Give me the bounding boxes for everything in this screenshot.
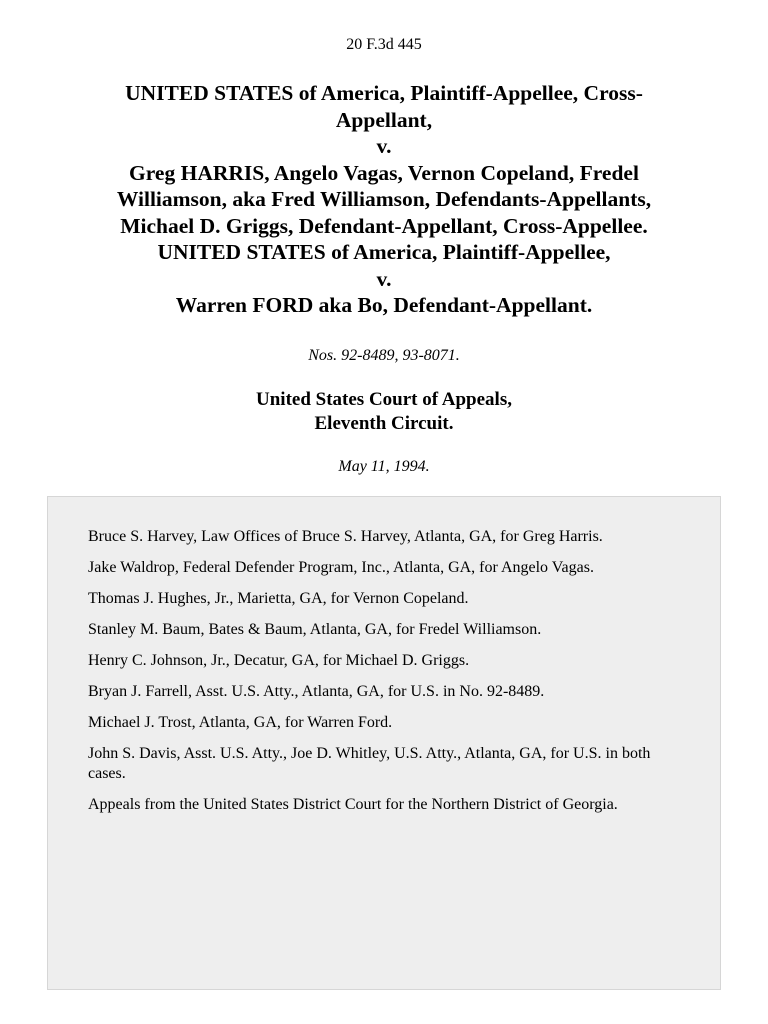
- counsel-entry: Henry C. Johnson, Jr., Decatur, GA, for Michael D. Griggs.: [88, 652, 470, 669]
- caption-line: v.: [376, 266, 392, 291]
- counsel-entry: Appeals from the United States District Court for the Northern District of Georgia.: [88, 796, 618, 813]
- caption-line: Appellant,: [335, 107, 433, 132]
- caption-line: v.: [376, 134, 392, 158]
- counsel-entry: Michael J. Trost, Atlanta, GA, for Warren Ford.: [88, 714, 393, 731]
- caption-line: UNITED STATES of America, Plaintiff-Appellee,: [157, 240, 611, 264]
- case-caption: [60, 80, 708, 319]
- caption-line: Greg HARRIS, Angelo Vagas, Vernon Copeland, Fredel: [129, 160, 639, 185]
- court-line: Eleventh Circuit.: [314, 413, 454, 434]
- court-name: [0, 388, 768, 436]
- caption-line: Williamson, aka Fred Williamson, Defendants-Appellants,: [116, 187, 652, 211]
- counsel-entry: Bruce S. Harvey, Law Offices of Bruce S. Harvey, Atlanta, GA, for Greg Harris.: [88, 528, 603, 545]
- counsel-entry: Jake Waldrop, Federal Defender Program, Inc., Atlanta, GA, for Angelo Vagas.: [88, 559, 594, 576]
- counsel-entry: John S. Davis, Asst. U.S. Atty., Joe D. Whitley, U.S. Atty., Atlanta, GA, for U.S. in both cases.: [88, 745, 651, 782]
- counsel-entry: Bryan J. Farrell, Asst. U.S. Atty., Atlanta, GA, for U.S. in No. 92-8489.: [88, 683, 545, 700]
- caption-line: Michael D. Griggs, Defendant-Appellant, Cross-Appellee.: [120, 213, 648, 238]
- caption-line: Warren FORD aka Bo, Defendant-Appellant.: [175, 293, 593, 317]
- counsel-entry: Thomas J. Hughes, Jr., Marietta, GA, for Vernon Copeland.: [88, 590, 469, 607]
- court-line: United States Court of Appeals,: [256, 389, 512, 410]
- docket-numbers: Nos. 92-8489, 93-8071.: [308, 347, 460, 364]
- decision-date: May 11, 1994.: [338, 458, 430, 475]
- caption-line: UNITED STATES of America, Plaintiff-Appellee, Cross-: [125, 81, 643, 105]
- counsel-section: [47, 496, 721, 990]
- citation: 20 F.3d 445: [346, 36, 422, 53]
- counsel-entry: Stanley M. Baum, Bates & Baum, Atlanta, GA, for Fredel Williamson.: [88, 621, 542, 638]
